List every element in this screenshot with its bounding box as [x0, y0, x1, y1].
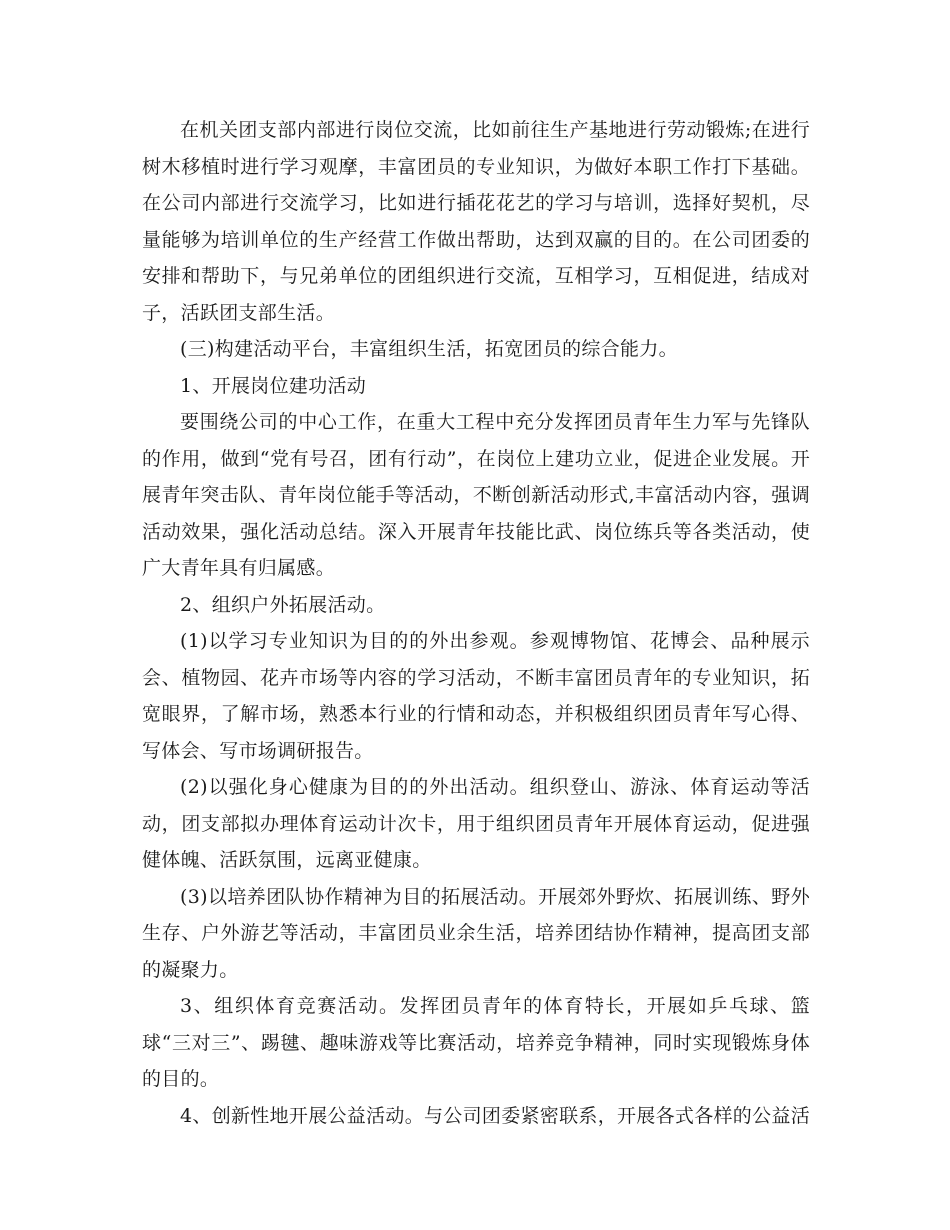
paragraph-job-merit: 要围绕公司的中心工作，在重大工程中充分发挥团员青年生力军与先锋队的作用，做到“党有号召，团有行动”，在岗位上建功立业，促进企业发展。开展青年突击队、青年岗位能手等活动，不断创新活动形式,丰富活动内容，强调活动效果，强化活动总结。深入开展青年技能比武、岗位练兵等各类活动，使广大青年具有归属感。 — [142, 411, 810, 579]
document-body — [142, 112, 810, 1134]
section-heading-3: (三)构建活动平台，丰富组织生活，拓宽团员的综合能力。 — [180, 338, 678, 360]
paragraph-item-3: 3、组织体育竞赛活动。发挥团员青年的体育特长，开展如乒乓球、篮球“三对三”、踢毽、趣味游戏等比赛活动，培养竞争精神，同时实现锻炼身体的目的。 — [142, 995, 810, 1090]
paragraph-job-rotation: 在机关团支部内部进行岗位交流，比如前往生产基地进行劳动锻炼;在进行树木移植时进行学习观摩，丰富团员的专业知识，为做好本职工作打下基础。在公司内部进行交流学习，比如进行插花花艺的学习与培训，选择好契机，尽量能够为培训单位的生产经营工作做出帮助，达到双赢的目的。在公司团委的安排和帮助下，与兄弟单位的团组织进行交流，互相学习，互相促进，结成对子，活跃团支部生活。 — [142, 119, 810, 324]
paragraph-sub-item-3: (3)以培养团队协作精神为目的拓展活动。开展郊外野炊、拓展训练、野外生存、户外游艺等活动，丰富团员业余生活，培养团结协作精神，提高团支部的凝聚力。 — [142, 885, 810, 981]
paragraph-sub-item-2: (2)以强化身心健康为目的的外出活动。组织登山、游泳、体育运动等活动，团支部拟办理体育运动计次卡，用于组织团员青年开展体育运动，促进强健体魄、活跃氛围，远离亚健康。 — [142, 776, 810, 871]
paragraph-item-4: 4、创新性地开展公益活动。与公司团委紧密联系，开展各式各样的公益活 — [180, 1104, 810, 1127]
item-heading-2: 2、组织户外拓展活动。 — [180, 593, 386, 616]
item-heading-1: 1、开展岗位建功活动 — [180, 374, 367, 397]
paragraph-sub-item-1: (1)以学习专业知识为目的的外出参观。参观博物馆、花博会、品种展示会、植物园、花卉市场等内容的学习活动，不断丰富团员青年的专业知识，拓宽眼界，了解市场，熟悉本行业的行情和动态，并积极组织团员青年写心得、写体会、写市场调研报告。 — [142, 630, 810, 762]
